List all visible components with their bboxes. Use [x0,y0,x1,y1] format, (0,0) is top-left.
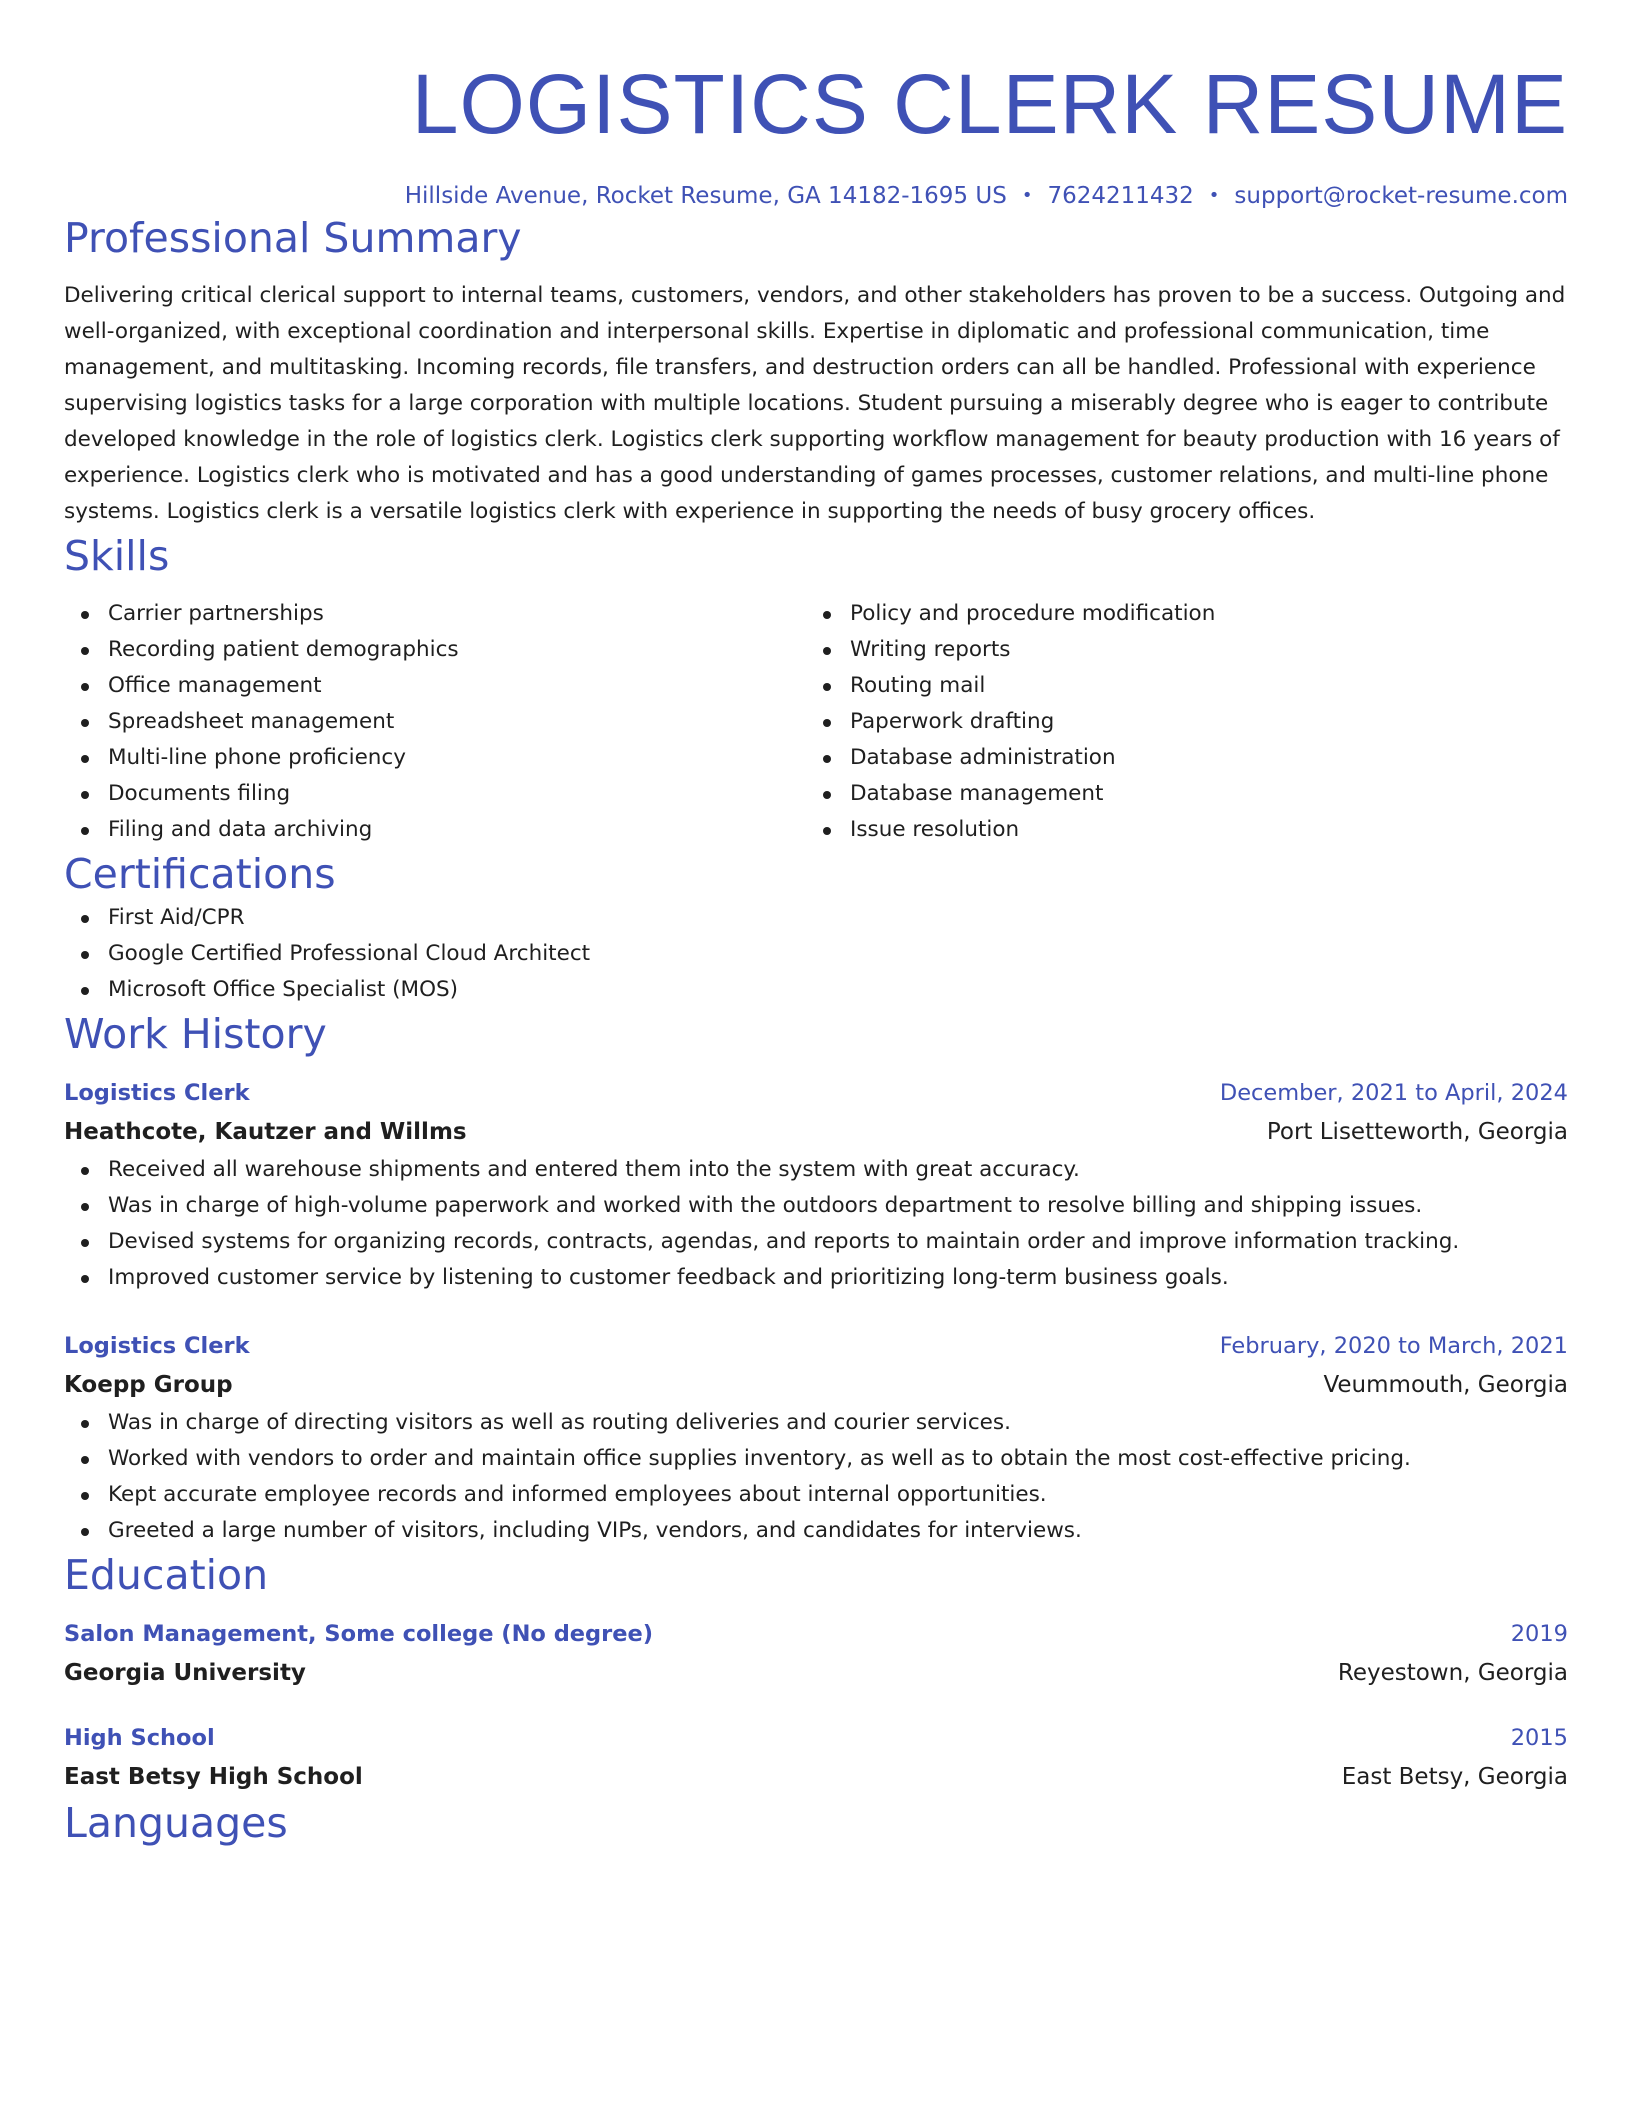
job-duty: Received all warehouse shipments and entered them into the system with great accuracy. [64,1152,1568,1188]
job-company: Heathcote, Kautzer and Willms [64,1119,467,1145]
job-entry [64,1327,1568,1549]
contact-line [64,180,1568,212]
skills-list-right [806,596,1548,848]
skill-item: Policy and procedure modification [806,596,1548,632]
job-title: Logistics Clerk [64,1080,250,1106]
education-degree-row [64,1719,1568,1757]
certifications-heading: Certifications [64,850,336,898]
skill-item: Database management [806,776,1548,812]
skills-column-left [64,596,806,848]
contact-separator: • [1021,185,1033,206]
skill-item: Multi-line phone proficiency [64,740,806,776]
skill-item: Database administration [806,740,1548,776]
job-entry [64,1074,1568,1296]
education-school: East Betsy High School [64,1764,363,1790]
skill-item: Office management [64,668,806,704]
job-duty: Improved customer service by listening to customer feedback and prioritizing long-term business goals. [64,1260,1568,1296]
job-title: Logistics Clerk [64,1333,250,1359]
education-heading: Education [64,1551,269,1599]
job-duties-list [64,1152,1568,1296]
certifications-list [64,900,1568,1008]
job-duty: Was in charge of high-volume paperwork and worked with the outdoors department to resolve billing and shipping issues. [64,1188,1568,1224]
certification-item: First Aid/CPR [64,900,1568,936]
education-location: East Betsy, Georgia [1341,1764,1568,1790]
job-company-row [64,1365,1568,1405]
contact-email: support@rocket-resume.com [1234,183,1568,209]
skill-item: Recording patient demographics [64,632,806,668]
job-dates: December, 2021 to April, 2024 [1219,1080,1568,1106]
job-company: Koepp Group [64,1372,233,1398]
education-degree: High School [64,1725,215,1751]
job-dates: February, 2020 to March, 2021 [1219,1333,1568,1359]
skill-item: Writing reports [806,632,1548,668]
certification-item: Microsoft Office Specialist (MOS) [64,972,1568,1008]
job-company-row [64,1112,1568,1152]
education-entry [64,1615,1568,1693]
job-duty: Greeted a large number of visitors, including VIPs, vendors, and candidates for interviews. [64,1513,1568,1549]
skill-item: Issue resolution [806,812,1548,848]
job-duty: Devised systems for organizing records, contracts, agendas, and reports to maintain order and improve information tracking. [64,1224,1568,1260]
job-duty: Worked with vendors to order and maintain office supplies inventory, as well as to obtain the most cost-effective pricing. [64,1441,1568,1477]
skill-item: Spreadsheet management [64,704,806,740]
education-year: 2019 [1510,1621,1568,1647]
resume-page [64,0,1568,1849]
skills-column-right [806,596,1548,848]
skill-item: Filing and data archiving [64,812,806,848]
job-title-row [64,1074,1568,1112]
education-school: Georgia University [64,1660,306,1686]
job-duty: Kept accurate employee records and informed employees about internal opportunities. [64,1477,1568,1513]
skill-item: Documents filing [64,776,806,812]
job-location: Port Lisetteworth, Georgia [1266,1119,1568,1145]
resume-title: LOGISTICS CLERK RESUME [411,57,1568,151]
skills-list-left [64,596,806,848]
job-duties-list [64,1405,1568,1549]
education-entry [64,1719,1568,1797]
contact-phone: 7624211432 [1047,183,1194,209]
certification-item: Google Certified Professional Cloud Architect [64,936,1568,972]
education-school-row [64,1653,1568,1693]
skill-item: Routing mail [806,668,1548,704]
summary-heading: Professional Summary [64,214,522,262]
contact-separator: • [1208,185,1220,206]
skill-item: Carrier partnerships [64,596,806,632]
contact-address: Hillside Avenue, Rocket Resume, GA 14182-1695 US [404,183,1007,209]
languages-heading: Languages [64,1799,288,1847]
education-year: 2015 [1510,1725,1568,1751]
job-location: Veummouth, Georgia [1323,1372,1568,1398]
education-school-row [64,1757,1568,1797]
job-title-row [64,1327,1568,1365]
education-degree-row [64,1615,1568,1653]
skills-grid [64,596,1568,848]
skills-heading: Skills [64,532,170,580]
education-degree: Salon Management, Some college (No degree) [64,1621,654,1647]
education-location: Reyestown, Georgia [1337,1660,1568,1686]
job-duty: Was in charge of directing visitors as well as routing deliveries and courier services. [64,1405,1568,1441]
skill-item: Paperwork drafting [806,704,1548,740]
work-history-heading: Work History [64,1010,327,1058]
summary-text: Delivering critical clerical support to internal teams, customers, vendors, and other stakeholders has proven to be a success. Outgoing and well-organized, with exceptional coordination and interpersonal skills. Expertise in diplomatic and professional communication, time management, and multitasking. Incoming records, file transfers, and destruction orders can all be handled. Professional with experience supervising logistics tasks for a large corporation with multiple locations. Student pursuing a miserably degree who is eager to contribute developed knowledge in the role of logistics clerk. Logistics clerk supporting workflow management for beauty production with 16 years of experience. Logistics clerk who is motivated and has a good understanding of games processes, customer relations, and multi-line phone systems. Logistics clerk is a versatile logistics clerk with experience in supporting the needs of busy grocery offices. [64,283,1566,524]
